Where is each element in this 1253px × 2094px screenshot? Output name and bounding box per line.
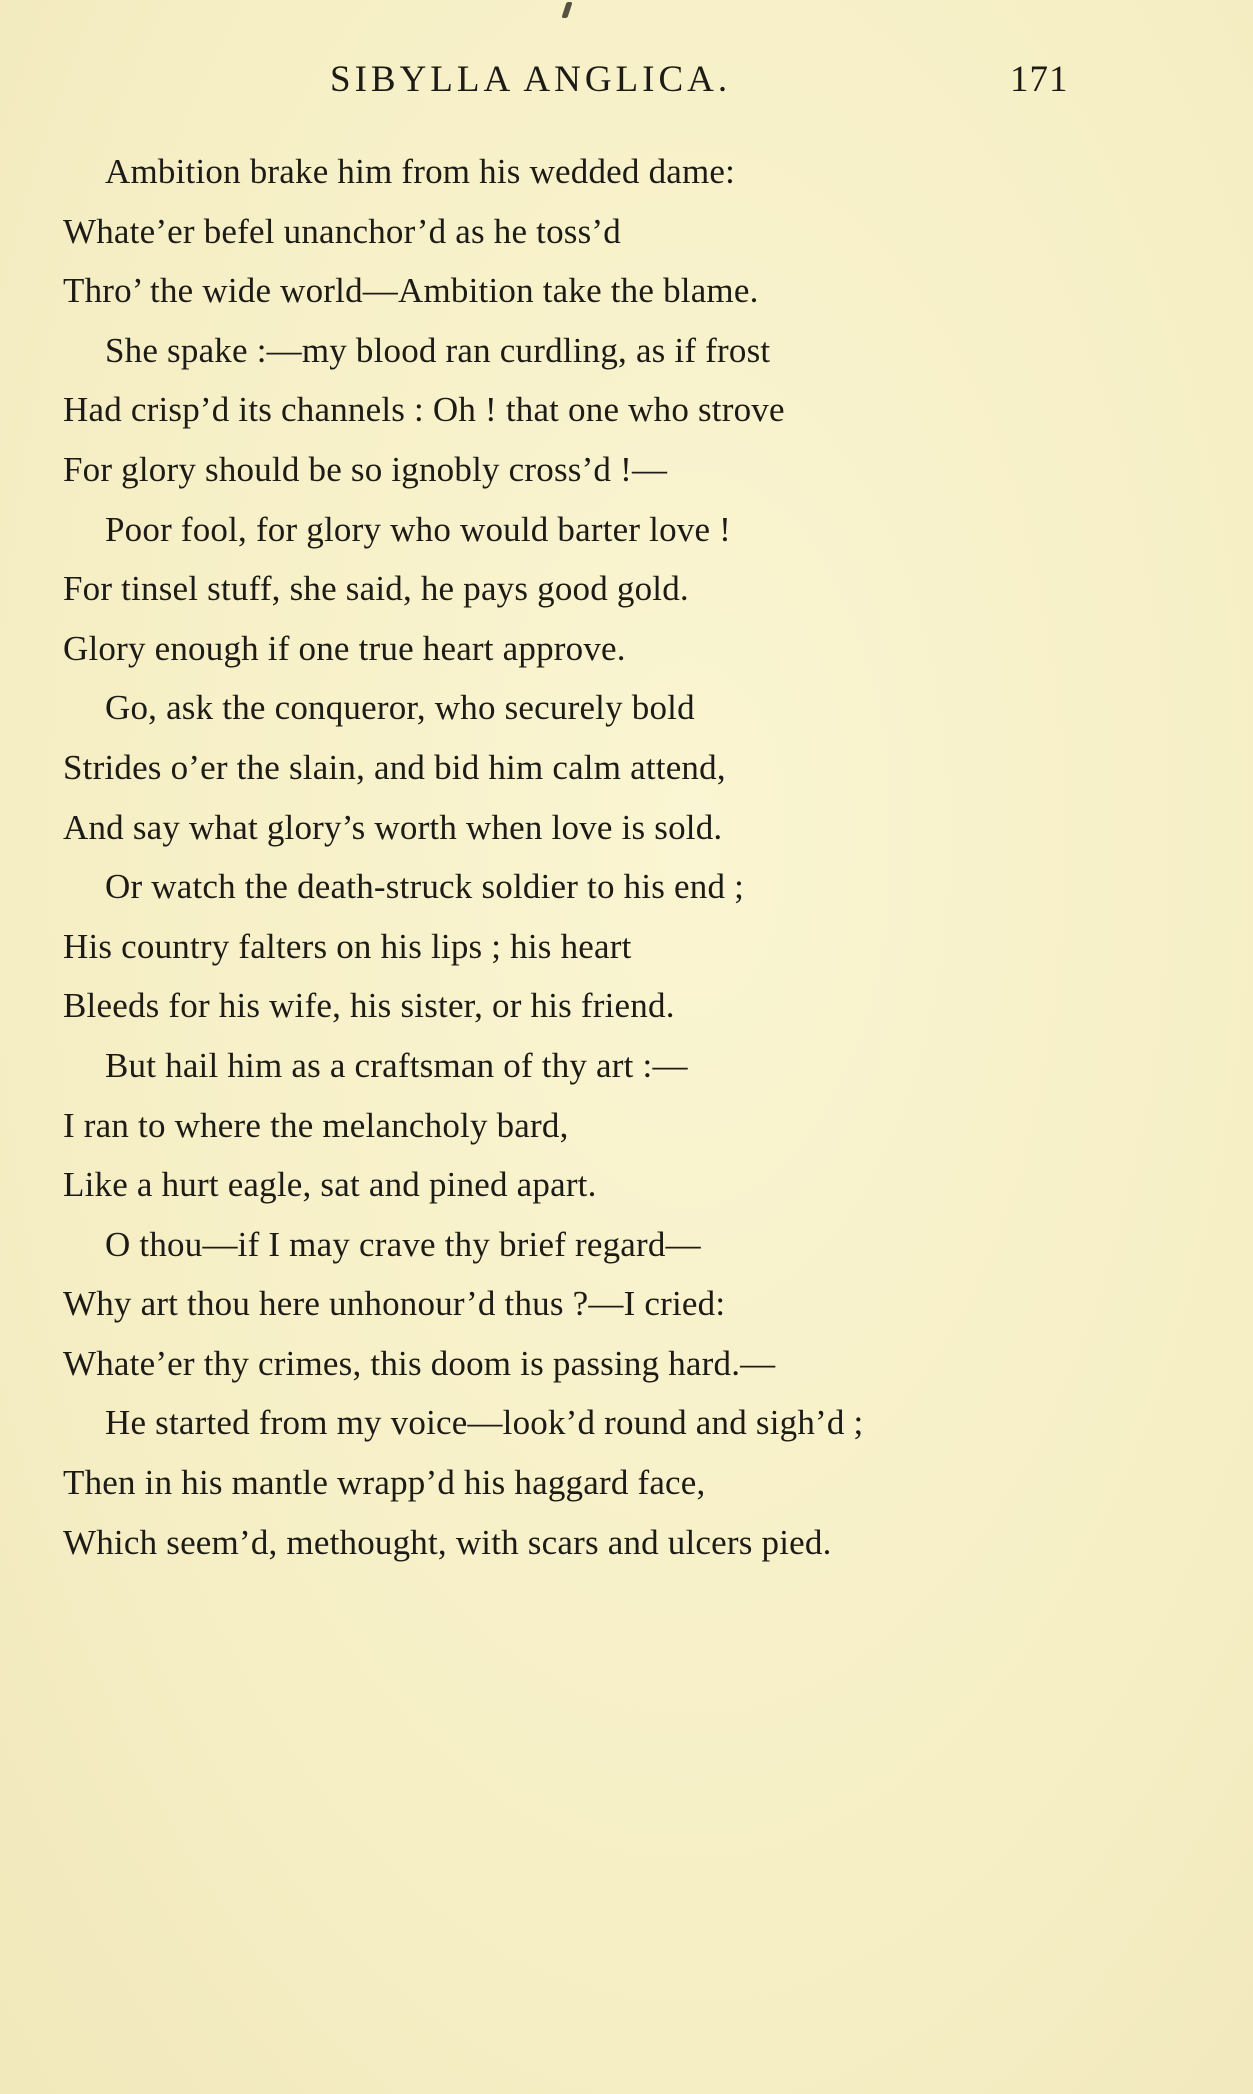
poem-line: Whate’er befel unanchor’d as he toss’d	[63, 211, 621, 251]
poem-line: Poor fool, for glory who would barter love !	[105, 509, 732, 549]
poem-line: Glory enough if one true heart approve.	[63, 628, 626, 668]
poem-line: O thou—if I may crave thy brief regard—	[105, 1224, 701, 1264]
poem-line: He started from my voice—look’d round and sigh’d ;	[105, 1403, 864, 1443]
poem-line: His country falters on his lips ; his heart	[63, 926, 632, 966]
poem-line: Bleeds for his wife, his sister, or his friend.	[63, 986, 675, 1026]
poem-line: Whate’er thy crimes, this doom is passing hard.—	[63, 1343, 776, 1383]
poem-line: I ran to where the melancholy bard,	[63, 1105, 569, 1145]
poem-line: She spake :—my blood ran curdling, as if frost	[105, 330, 771, 370]
poem-line: Had crisp’d its channels : Oh ! that one who strove	[63, 390, 785, 430]
poem-line: Go, ask the conqueror, who securely bold	[105, 688, 695, 728]
poem-line: Then in his mantle wrapp’d his haggard face,	[63, 1463, 706, 1503]
poem-line: Like a hurt eagle, sat and pined apart.	[63, 1165, 597, 1205]
poem-line: But hail him as a craftsman of thy art :—	[105, 1045, 688, 1085]
poem-line: Why art thou here unhonour’d thus ?—I cried:	[63, 1284, 726, 1324]
running-title: SIBYLLA ANGLICA.	[330, 59, 732, 100]
page-number: 171	[1010, 59, 1069, 100]
ink-mark	[561, 2, 572, 18]
poem-line: For glory should be so ignobly cross’d !—	[63, 449, 668, 489]
poem-line: Or watch the death-struck soldier to his end ;	[105, 867, 745, 907]
poem-line: Which seem’d, methought, with scars and ulcers pied.	[63, 1522, 832, 1562]
page-header	[0, 55, 1253, 105]
poem-line: For tinsel stuff, she said, he pays good gold.	[63, 569, 689, 609]
poem-line: And say what glory’s worth when love is sold.	[63, 807, 723, 847]
poem-line: Ambition brake him from his wedded dame:	[105, 152, 736, 191]
poem-line: Thro’ the wide world—Ambition take the blame.	[63, 271, 759, 311]
poem-line: Strides o’er the slain, and bid him calm attend,	[63, 747, 726, 787]
poem-text	[63, 142, 1203, 1572]
